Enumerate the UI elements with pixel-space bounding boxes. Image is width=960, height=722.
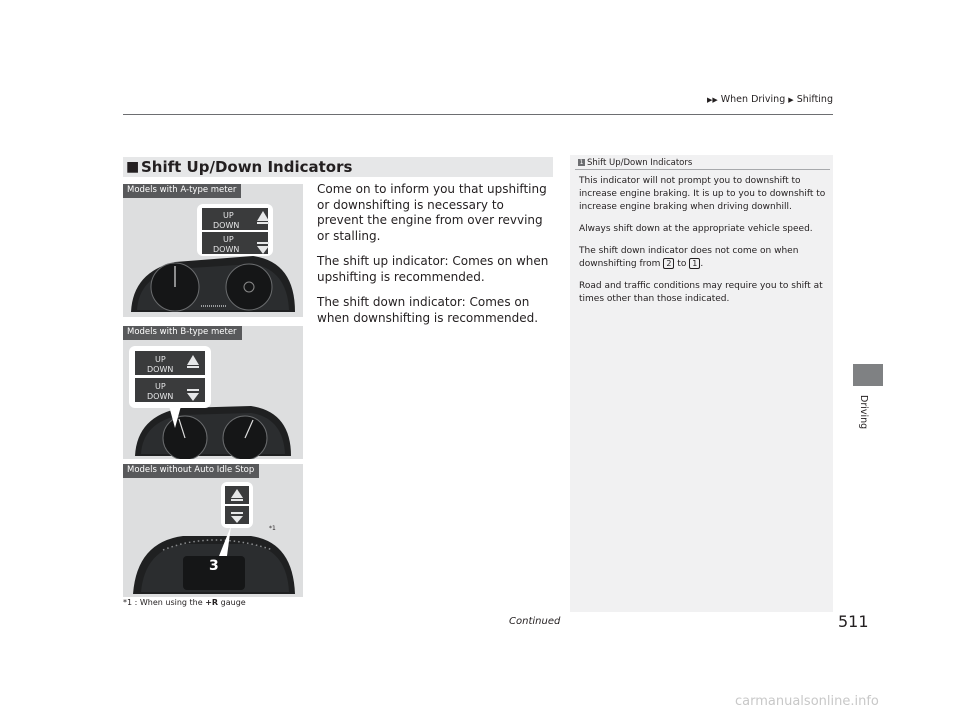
b-down-label: DOWN xyxy=(147,392,174,401)
note-heading xyxy=(578,158,692,168)
section-body xyxy=(317,182,553,336)
panel-tag-b-type: Models with B-type meter xyxy=(123,326,242,340)
b-down-label: DOWN xyxy=(147,365,174,374)
continued-label: Continued xyxy=(509,616,561,627)
footnote xyxy=(123,598,246,607)
footnote-suffix: gauge xyxy=(220,598,246,607)
note-heading-text: Shift Up/Down Indicators xyxy=(587,158,693,168)
note-text: The shift down indicator does not come on when downshifting from xyxy=(579,246,799,269)
body-paragraph: The shift down indicator: Comes on when downshifting is recommended. xyxy=(317,295,539,325)
a-down-label: DOWN xyxy=(213,221,240,230)
note-paragraph xyxy=(579,245,827,271)
note-reference-icon: 1 xyxy=(579,159,584,166)
section-marker-icon: ■ xyxy=(126,159,140,175)
note-text: to xyxy=(677,259,687,269)
section-title: Shift Up/Down Indicators xyxy=(141,158,353,176)
a-up-label: UP xyxy=(223,235,234,244)
a-type-meter-illustration xyxy=(123,184,303,317)
section-heading xyxy=(123,157,553,177)
breadcrumb-separator-icon: ▶ xyxy=(788,96,794,104)
b-up-label: UP xyxy=(155,382,166,391)
page-number: 511 xyxy=(838,612,869,631)
note-text: . xyxy=(700,259,704,269)
a-down-label: DOWN xyxy=(213,245,240,254)
note-paragraph: Road and traffic conditions may require you to shift at times other than those indicated. xyxy=(579,281,823,304)
b-type-meter-illustration xyxy=(123,326,303,459)
b-up-label: UP xyxy=(155,355,166,364)
breadcrumb-item-when-driving[interactable]: When Driving xyxy=(720,94,786,105)
b-type-meter-drawing xyxy=(123,326,303,459)
a-type-meter-drawing xyxy=(123,184,303,317)
note-divider xyxy=(575,169,830,170)
footnote-gauge: +R xyxy=(205,598,219,607)
no-auto-idle-stop-illustration xyxy=(123,464,303,597)
body-paragraph: The shift up indicator: Comes on when upshifting is recommended. xyxy=(317,254,549,284)
note-marker: *1 xyxy=(269,525,276,532)
breadcrumb-arrow-icon: ▶▶ xyxy=(706,96,718,104)
header-divider xyxy=(123,114,833,115)
breadcrumb xyxy=(500,94,833,105)
gear-1-key-icon: 1 xyxy=(689,258,700,269)
breadcrumb-item-shifting[interactable]: Shifting xyxy=(796,94,833,105)
note-paragraph: This indicator will not prompt you to downshift to increase engine braking. It is up to you to downshift to increase engine braking when driving downhill. xyxy=(579,176,826,212)
panel-tag-a-type: Models with A-type meter xyxy=(123,184,241,198)
panel-tag-no-auto-idle-stop: Models without Auto Idle Stop xyxy=(123,464,259,478)
footnote-prefix: *1 : When using the xyxy=(123,598,203,607)
note-body xyxy=(579,175,827,315)
body-paragraph: Come on to inform you that upshifting or downshifting is necessary to prevent the engine from over revving or stalling. xyxy=(317,182,547,243)
chapter-tab[interactable] xyxy=(853,364,883,386)
note-paragraph: Always shift down at the appropriate vehicle speed. xyxy=(579,224,813,234)
gear-2-key-icon: 2 xyxy=(663,258,674,269)
a-up-label: UP xyxy=(223,211,234,220)
watermark: carmanualsonline.info xyxy=(735,694,879,709)
gear-position-display: 3 xyxy=(209,558,219,574)
chapter-label: Driving xyxy=(858,395,869,430)
no-auto-idle-stop-drawing xyxy=(123,464,303,597)
